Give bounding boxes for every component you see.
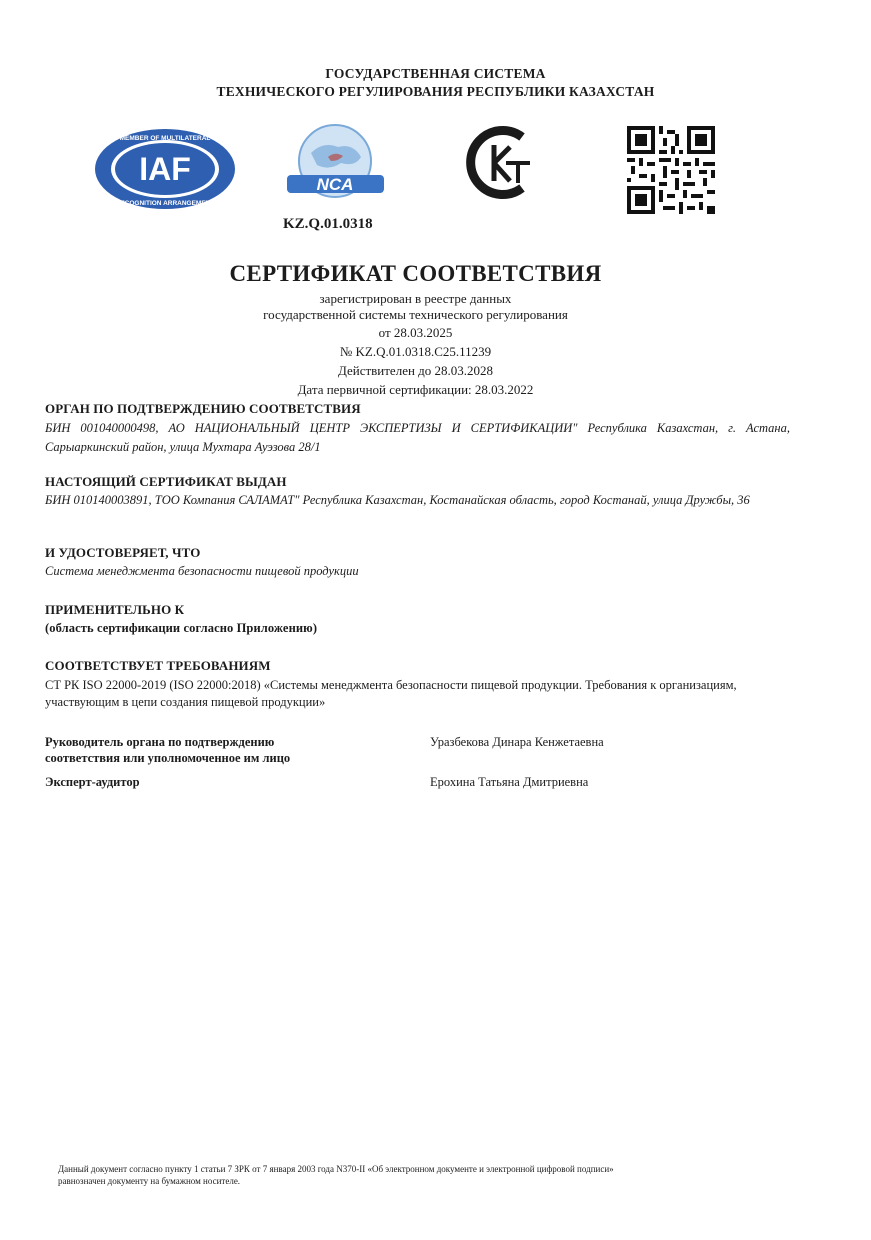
first-certification-date: Дата первичной сертификации: 28.03.2022 bbox=[297, 382, 534, 397]
section-text-issued-to: БИН 010140003891, ТОО Компания САЛАМАТ" Республика Казахстан, Костанайская область, город Костанай, улица Дружбы, 36 bbox=[45, 493, 750, 507]
head-signature-label-line-2: соответствия или уполномоченное им лицо bbox=[45, 751, 291, 765]
footer-line-1: Данный документ согласно пункту 1 статьи 7 ЗРК от 7 января 2003 года N370-II «Об электронном документе и электронной цифровой подписи» bbox=[58, 1164, 614, 1174]
registered-line-1: зарегистрирован в реестре данных bbox=[319, 291, 512, 306]
section-heading-certifies: И УДОСТОВЕРЯЕТ, ЧТО bbox=[45, 545, 201, 560]
kt-mark-logo bbox=[460, 125, 542, 200]
header-line-1: ГОСУДАРСТВЕННАЯ СИСТЕМА bbox=[325, 66, 546, 81]
section-heading-issued-to: НАСТОЯЩИЙ СЕРТИФИКАТ ВЫДАН bbox=[45, 474, 287, 489]
auditor-signature-label: Эксперт-аудитор bbox=[45, 775, 140, 789]
iaf-logo-text: IAF bbox=[139, 151, 191, 187]
section-heading-body: ОРГАН ПО ПОДТВЕРЖДЕНИЮ СООТВЕТСТВИЯ bbox=[45, 401, 361, 416]
certificate-title: СЕРТИФИКАТ СООТВЕТСТВИЯ bbox=[229, 261, 602, 286]
svg-text:MEMBER OF MULTILATERAL: MEMBER OF MULTILATERAL bbox=[119, 135, 211, 142]
svg-text:RECOGNITION ARRANGEMENT: RECOGNITION ARRANGEMENT bbox=[115, 200, 215, 207]
certificate-number: № KZ.Q.01.0318.C25.11239 bbox=[339, 344, 492, 359]
qr-code-icon bbox=[627, 126, 715, 214]
section-text-requirements: СТ РК ISO 22000-2019 (ISO 22000:2018) «Системы менеджмента безопасности пищевой продукции. Требования к организациям, участвующим в цепи создания пищевой продукции» bbox=[45, 678, 737, 709]
auditor-signature-name: Ерохина Татьяна Дмитриевна bbox=[430, 775, 589, 789]
section-text-certifies: Система менеджмента безопасности пищевой продукции bbox=[45, 564, 359, 578]
registration-date: от 28.03.2025 bbox=[378, 325, 453, 340]
section-text-applicable: (область сертификации согласно Приложению) bbox=[45, 621, 318, 635]
section-heading-applicable: ПРИМЕНИТЕЛЬНО К bbox=[45, 602, 185, 617]
registration-number: KZ.Q.01.0318 bbox=[283, 216, 373, 232]
iaf-logo bbox=[93, 127, 238, 212]
nca-logo bbox=[283, 123, 388, 213]
head-signature-name: Уразбекова Динара Кенжетаевна bbox=[430, 735, 604, 749]
valid-until: Действителен до 28.03.2028 bbox=[337, 363, 494, 378]
head-signature-label-line-1: Руководитель органа по подтверждению bbox=[45, 735, 275, 749]
nca-logo-text: NCA bbox=[316, 175, 354, 194]
section-text-body: БИН 001040000498, АО НАЦИОНАЛЬНЫЙ ЦЕНТР ЭКСПЕРТИЗЫ И СЕРТИФИКАЦИИ" Республика Казахстан, г. Астана, Сарыаркинский район, улица Мухтара Ауэзова 28/1 bbox=[45, 421, 790, 454]
registered-line-2: государственной системы технического регулирования bbox=[263, 307, 568, 322]
footer-line-2: равнозначен документу на бумажном носителе. bbox=[58, 1176, 241, 1186]
section-heading-requirements: СООТВЕТСТВУЕТ ТРЕБОВАНИЯМ bbox=[45, 658, 271, 673]
header-line-2: ТЕХНИЧЕСКОГО РЕГУЛИРОВАНИЯ РЕСПУБЛИКИ КАЗАХСТАН bbox=[216, 84, 655, 99]
